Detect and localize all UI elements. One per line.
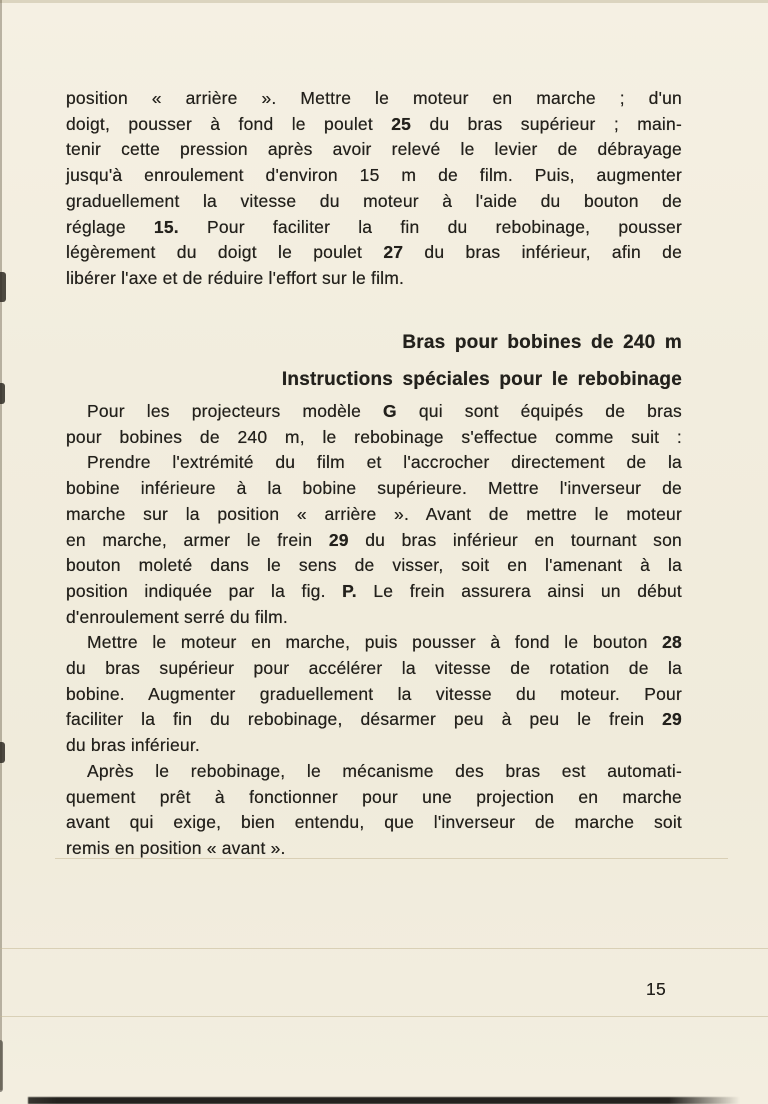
paragraph xyxy=(66,759,682,862)
paragraph xyxy=(66,399,682,450)
text-line: légèrement du doigt le poulet 27 du bras inférieur, afin de xyxy=(66,242,682,263)
scan-left-edge xyxy=(0,0,2,1090)
binding-mark xyxy=(0,742,5,763)
text-line: en marche, armer le frein 29 du bras inférieur en tournant son xyxy=(66,529,682,550)
text-line: bobine inférieure à la bobine supérieure. Mettre l'inverseur de xyxy=(66,478,682,499)
text-line: graduellement la vitesse du moteur à l'aide du bouton de xyxy=(66,190,682,211)
paper-crease xyxy=(0,1016,768,1017)
section-heading-bobines: Bras pour bobines de 240 m xyxy=(402,332,682,353)
text-line: quement prêt à fonctionner pour une projection en marche xyxy=(66,786,682,807)
body-paragraph-block xyxy=(66,399,682,862)
scan-top-edge xyxy=(0,0,768,3)
text-line: Prendre l'extrémité du film et l'accrocher directement de la xyxy=(87,452,682,473)
page-number: 15 xyxy=(646,979,667,999)
text-line: doigt, pousser à fond le poulet 25 du bras supérieur ; main- xyxy=(66,113,682,134)
text-line: Après le rebobinage, le mécanisme des bras est automati- xyxy=(87,760,682,781)
paragraph xyxy=(66,86,682,292)
text-line: faciliter la fin du rebobinage, désarmer peu à peu le frein 29 xyxy=(66,709,682,730)
text-line: du bras supérieur pour accélérer la vitesse de rotation de la xyxy=(66,658,682,679)
text-line: marche sur la position « arrière ». Avant de mettre le moteur xyxy=(66,503,682,524)
text-line: position indiquée par la fig. P. Le frein assurera ainsi un début xyxy=(66,580,682,601)
text-line: Mettre le moteur en marche, puis pousser à fond le bouton 28 xyxy=(87,632,682,653)
section-heading-instructions: Instructions spéciales pour le rebobinage xyxy=(281,369,682,390)
paragraph xyxy=(66,630,682,759)
text-line: remis en position « avant ». xyxy=(66,837,286,858)
text-line: avant qui exige, bien entendu, que l'inverseur de marche soit xyxy=(66,812,682,833)
intro-paragraph-block xyxy=(66,86,682,292)
text-line: tenir cette pression après avoir relevé le levier de débrayage xyxy=(66,139,682,160)
paper-crease xyxy=(0,948,768,949)
text-line: Pour les projecteurs modèle G qui sont équipés de bras xyxy=(87,401,682,421)
binding-mark xyxy=(0,383,5,404)
binding-mark xyxy=(0,1040,3,1092)
text-line: libérer l'axe et de réduire l'effort sur le film. xyxy=(66,267,405,288)
text-line: position « arrière ». Mettre le moteur en marche ; d'un xyxy=(66,88,682,108)
text-line: du bras inférieur. xyxy=(66,735,200,756)
text-line: réglage 15. Pour faciliter la fin du rebobinage, pousser xyxy=(66,216,682,237)
binding-mark xyxy=(0,272,6,302)
text-line: bobine. Augmenter graduellement la vitesse du moteur. Pour xyxy=(66,683,682,704)
text-line: d'enroulement serré du film. xyxy=(66,606,288,627)
paragraph xyxy=(66,450,682,630)
text-line: jusqu'à enroulement d'environ 15 m de film. Puis, augmenter xyxy=(66,165,682,186)
scan-bottom-edge xyxy=(28,1097,740,1104)
text-line: bouton moleté dans le sens de visser, soit en l'amenant à la xyxy=(66,555,682,576)
text-line: pour bobines de 240 m, le rebobinage s'effectue comme suit : xyxy=(66,426,682,447)
